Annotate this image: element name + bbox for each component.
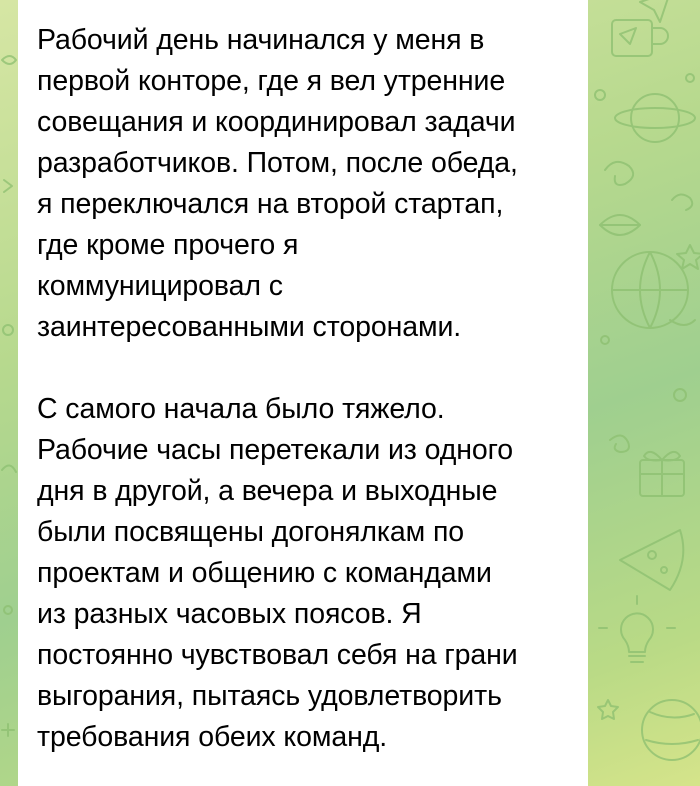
message-bubble[interactable] (18, 0, 588, 786)
message-line: выгорания, пытаясь удовлетворить (37, 680, 502, 712)
swirl-icon (605, 162, 692, 210)
message-line: я переключался на второй стартап, (37, 188, 504, 220)
message-paragraph-1 (37, 20, 568, 348)
message-text (37, 20, 568, 758)
swirl-icon (610, 435, 629, 452)
message-line: заинтересованными сторонами. (37, 311, 462, 343)
message-line: коммуницировал с (37, 270, 283, 302)
message-line: постоянно чувствовал себя на грани (37, 639, 518, 671)
paper-plane-icon (640, 0, 670, 22)
message-line: проектам и общению с командами (37, 557, 492, 589)
gift-icon (640, 452, 684, 496)
planet-icon (642, 700, 700, 760)
message-line: из разных часовых поясов. Я (37, 598, 422, 630)
cup-icon (612, 20, 668, 56)
star-icon (598, 700, 618, 719)
message-line: требования обеих команд. (37, 721, 388, 753)
message-line: С самого начала было тяжело. (37, 393, 445, 425)
message-line: Рабочие часы перетекали из одного (37, 434, 514, 466)
message-line: были посвящены догонялкам по (37, 516, 465, 548)
message-line: Рабочий день начинался у меня в (37, 24, 485, 56)
message-line: где кроме прочего я (37, 229, 299, 261)
message-line: разработчиков. Потом, после обеда, (37, 147, 518, 179)
lightbulb-icon (599, 596, 675, 662)
leaf-icon (600, 215, 640, 235)
pizza-icon (620, 530, 683, 590)
planet-icon (595, 74, 695, 142)
star-icon (677, 245, 700, 269)
message-paragraph-2 (37, 389, 568, 758)
message-line: дня в другой, а вечера и выходные (37, 475, 498, 507)
message-line: совещания и координировал задачи (37, 106, 516, 138)
message-line: первой конторе, где я вел утренние (37, 65, 506, 97)
